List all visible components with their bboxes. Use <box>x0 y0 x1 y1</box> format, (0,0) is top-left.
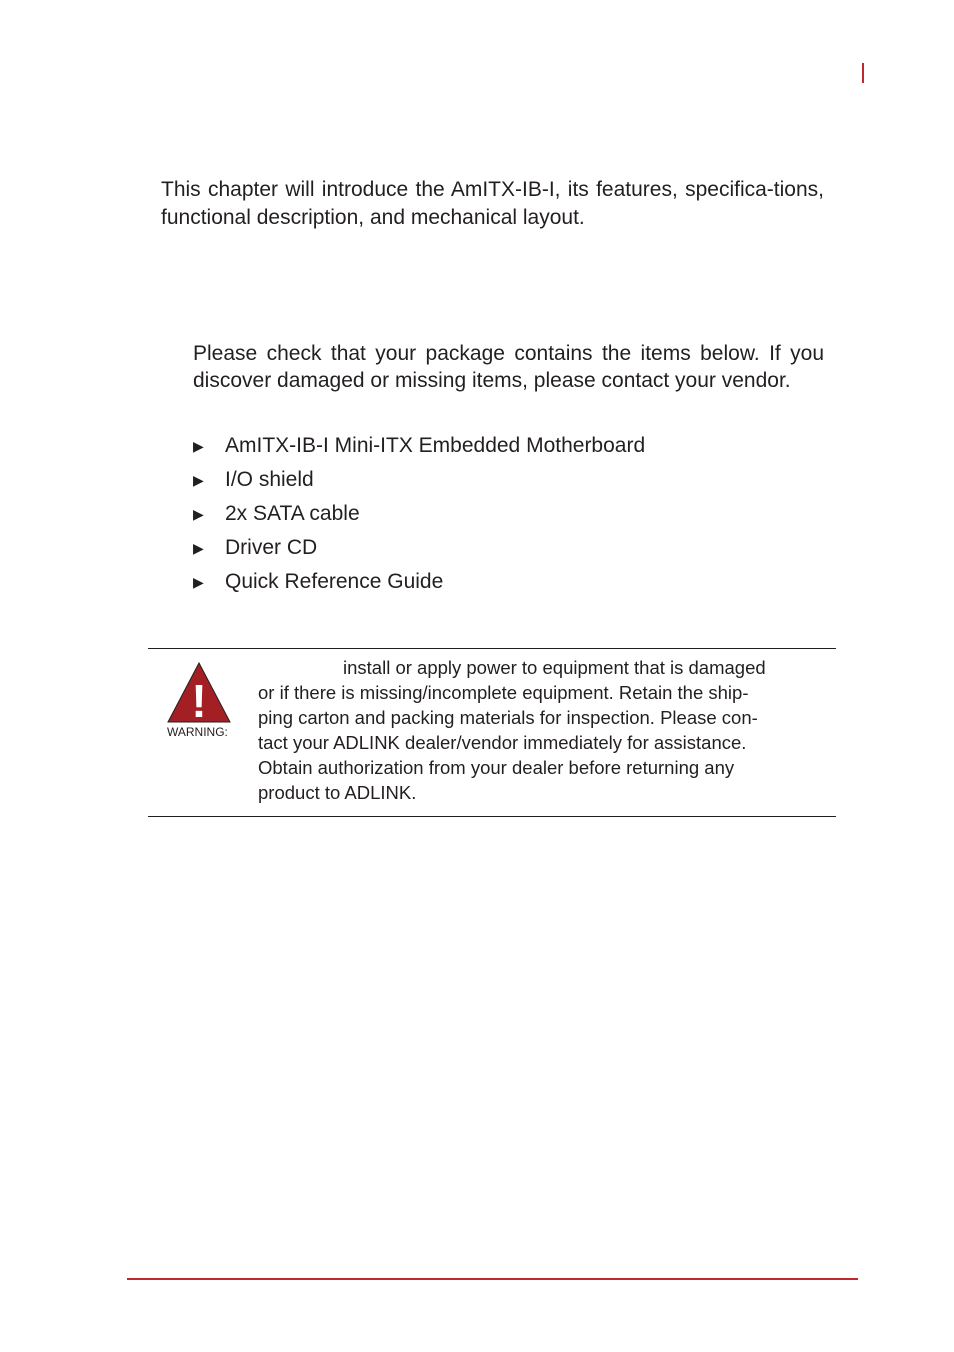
warning-line: tact your ADLINK dealer/vendor immediately for assistance. <box>258 732 747 753</box>
warning-line: Obtain authorization from your dealer before returning any <box>258 757 735 778</box>
list-item-text: I/O shield <box>225 468 314 491</box>
bullet-arrow-icon: ▶ <box>193 472 204 488</box>
list-item <box>193 534 645 568</box>
warning-text <box>258 655 814 805</box>
list-item <box>193 432 645 466</box>
list-item <box>193 466 645 500</box>
warning-line: install or apply power to equipment that is damaged <box>343 657 766 678</box>
list-item-text: AmITX-IB-I Mini-ITX Embedded Motherboard <box>225 434 646 457</box>
footer-rule <box>127 1278 858 1280</box>
list-item-text: Driver CD <box>225 536 318 559</box>
chapter-intro: This chapter will introduce the AmITX-IB-I, its features, specifica-tions, functional description, and mechanical layout. <box>161 178 824 229</box>
bullet-arrow-icon: ▶ <box>193 506 204 522</box>
package-items-list <box>193 432 645 602</box>
bullet-arrow-icon: ▶ <box>193 574 204 590</box>
warning-label: WARNING: <box>167 725 228 739</box>
list-item <box>193 500 645 534</box>
bullet-arrow-icon: ▶ <box>193 438 204 454</box>
package-contents-paragraph: Please check that your package contains the items below. If you discover damaged or missing items, please contact your vendor. <box>193 342 824 392</box>
warning-triangle-icon <box>166 661 232 723</box>
list-item-text: Quick Reference Guide <box>225 570 444 593</box>
bullet-arrow-icon: ▶ <box>193 540 204 556</box>
list-item-text: 2x SATA cable <box>225 502 360 525</box>
warning-exclamation-glyph: ! <box>191 675 207 723</box>
warning-line: or if there is missing/incomplete equipment. Retain the ship- <box>258 682 749 703</box>
warning-notice <box>148 648 836 817</box>
warning-line: product to ADLINK. <box>258 782 417 803</box>
list-item <box>193 568 645 602</box>
header-accent-mark <box>862 63 864 83</box>
warning-line: ping carton and packing materials for inspection. Please con- <box>258 707 758 728</box>
